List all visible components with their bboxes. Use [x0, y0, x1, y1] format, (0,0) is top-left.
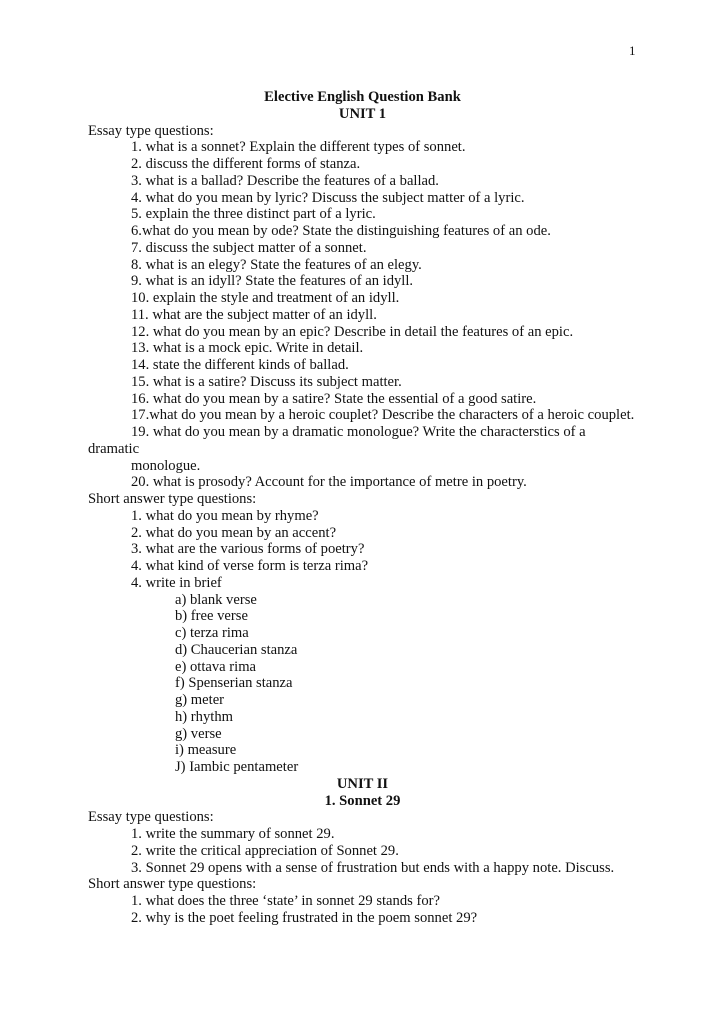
essay-question: 1. what is a sonnet? Explain the different types of sonnet.	[131, 139, 466, 155]
essay-question-wrap: dramatic	[88, 441, 140, 457]
essay-question: 4. what do you mean by lyric? Discuss the subject matter of a lyric.	[131, 190, 525, 206]
essay-question: 5. explain the three distinct part of a lyric.	[131, 206, 376, 222]
essay-question: 6.what do you mean by ode? State the distinguishing features of an ode.	[131, 223, 551, 239]
unit-1-short-heading: Short answer type questions:	[88, 491, 257, 507]
essay-question: 16. what do you mean by a satire? State the essential of a good satire.	[131, 391, 537, 407]
unit-2-essay-heading: Essay type questions:	[88, 809, 214, 825]
unit-1-essay-heading: Essay type questions:	[88, 123, 214, 139]
brief-item: g) meter	[175, 692, 225, 708]
unit-1-heading: UNIT 1	[338, 106, 387, 122]
unit-2-subheading: 1. Sonnet 29	[324, 793, 401, 809]
brief-item: h) rhythm	[175, 709, 233, 725]
essay-question: 3. Sonnet 29 opens with a sense of frustration but ends with a happy note. Discuss.	[131, 860, 615, 876]
essay-question: 1. write the summary of sonnet 29.	[131, 826, 335, 842]
unit-2-heading: UNIT II	[336, 776, 389, 792]
short-question: 4. write in brief	[131, 575, 222, 591]
document-title: Elective English Question Bank	[264, 89, 461, 105]
essay-question: 2. write the critical appreciation of Sonnet 29.	[131, 843, 399, 859]
essay-question: 19. what do you mean by a dramatic monologue? Write the characterstics of a	[131, 424, 586, 440]
essay-question: 17.what do you mean by a heroic couplet? Describe the characters of a heroic couplet.	[131, 407, 635, 423]
brief-item: d) Chaucerian stanza	[175, 642, 298, 658]
essay-question: 2. discuss the different forms of stanza.	[131, 156, 361, 172]
short-question: 2. what do you mean by an accent?	[131, 525, 337, 541]
essay-question: 20. what is prosody? Account for the importance of metre in poetry.	[131, 474, 527, 490]
short-question: 3. what are the various forms of poetry?	[131, 541, 365, 557]
brief-item: b) free verse	[175, 608, 248, 624]
essay-question: 14. state the different kinds of ballad.	[131, 357, 349, 373]
brief-item: i) measure	[175, 742, 237, 758]
brief-item: e) ottava rima	[175, 659, 257, 675]
brief-item: a) blank verse	[175, 592, 257, 608]
essay-question: 15. what is a satire? Discuss its subject matter.	[131, 374, 402, 390]
short-question: 1. what does the three ‘state’ in sonnet 29 stands for?	[131, 893, 440, 909]
essay-question-continuation: monologue.	[131, 458, 201, 474]
brief-item: f) Spenserian stanza	[175, 675, 293, 691]
brief-item: c) terza rima	[175, 625, 249, 641]
brief-item: J) Iambic pentameter	[175, 759, 299, 775]
essay-question: 11. what are the subject matter of an idyll.	[131, 307, 377, 323]
essay-question: 9. what is an idyll? State the features of an idyll.	[131, 273, 414, 289]
essay-question: 13. what is a mock epic. Write in detail.	[131, 340, 364, 356]
short-question: 4. what kind of verse form is terza rima?	[131, 558, 369, 574]
essay-question: 12. what do you mean by an epic? Describe in detail the features of an epic.	[131, 324, 574, 340]
short-question: 1. what do you mean by rhyme?	[131, 508, 319, 524]
essay-question: 10. explain the style and treatment of an idyll.	[131, 290, 400, 306]
essay-question: 8. what is an elegy? State the features of an elegy.	[131, 257, 422, 273]
essay-question: 7. discuss the subject matter of a sonnet.	[131, 240, 367, 256]
page-number: 1	[629, 43, 636, 58]
unit-2-short-heading: Short answer type questions:	[88, 876, 257, 892]
brief-item: g) verse	[175, 726, 222, 742]
essay-question: 3. what is a ballad? Describe the features of a ballad.	[131, 173, 439, 189]
short-question: 2. why is the poet feeling frustrated in the poem sonnet 29?	[131, 910, 478, 926]
